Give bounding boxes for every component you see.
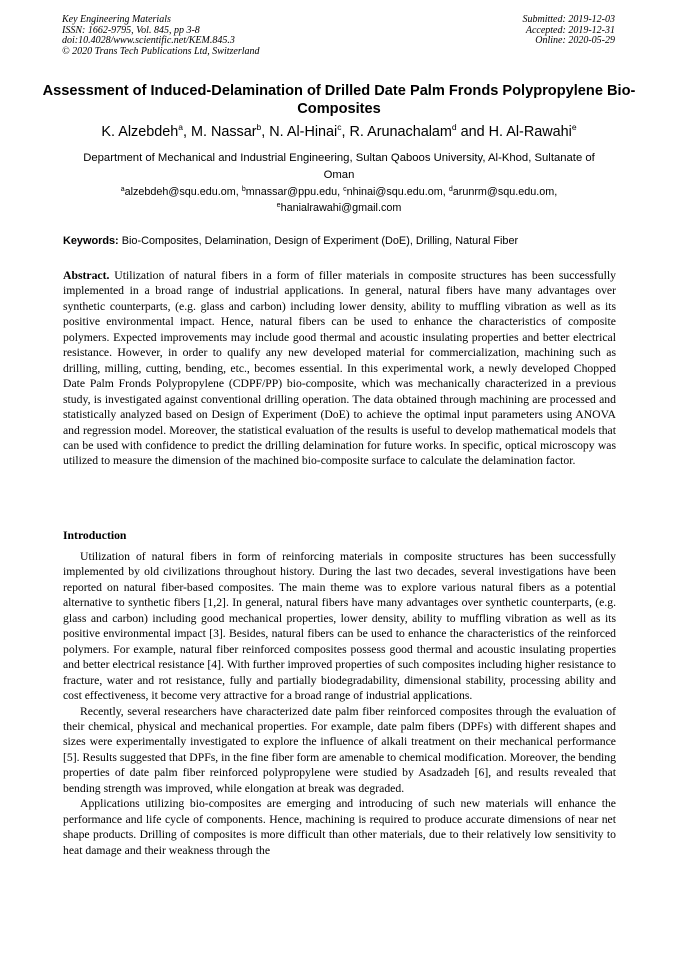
author-separator: ,	[182, 124, 191, 140]
introduction-body	[63, 549, 616, 858]
author	[489, 124, 577, 140]
author-sup: e	[571, 122, 577, 132]
paragraph: Utilization of natural fibers in form of reinforcing materials in composite structures has been successfully implemented by old civilizations throughout history. During the last two decades, several investigations have been reported on natural fiber-based composites. The main theme was to explore various natural fibers as a potential alternative to synthetic fibers [1,2]. In general, natural fibers have many advantages over synthetic counterparts, (e.g. glass and carbon) including good mechanical properties, lower density, ability to muffling vibration as well as its positive environmental impact [3]. Besides, natural fibers can be used to enhance the characteristics of the reinforced polymers. For example, natural fiber reinforced composites possess good thermal and acoustic insulating properties and better electrical resistance [4]. With further improved properties of such composites including higher resistance to fracture, water and rot resistance, fully and partially biodegradability, dimensional stability, processing ability and cost effectiveness, it become very attractive for a broad range of industrial applications.	[63, 550, 616, 703]
email-address: hanialrawahi@gmail.com	[280, 201, 402, 214]
author-sup: d	[451, 122, 457, 132]
author-separator: ,	[261, 124, 270, 140]
author-list	[40, 123, 638, 141]
keywords	[63, 234, 623, 249]
copyright-line: © 2020 Trans Tech Publications Ltd, Switzerland	[62, 45, 260, 57]
abstract-label: Abstract.	[63, 269, 110, 282]
email-address: arunrm@squ.edu.om,	[452, 186, 558, 198]
affiliation: Department of Mechanical and Industrial Engineering, Sultan Qaboos University, Al-Khod, Sultanate of Oman	[83, 152, 595, 181]
journal-name: Key Engineering Materials	[62, 14, 171, 25]
paragraph: Applications utilizing bio-composites are emerging and introducing of such new materials will enhance the performance and life cycle of components. Hence, machining is required to produce accurate dimensions of near net shape products. Drilling of composites is more difficult than other materials, due to their relatively low sensitivity to heat damage and their weakness through the	[63, 797, 616, 857]
accepted-date: Accepted: 2019-12-31	[525, 24, 615, 36]
paragraph: Recently, several researchers have characterized date palm fiber reinforced composites through the evaluation of their chemical, physical and mechanical properties. For example, date palm fibers (DPFs) with different shapes and sizes were experimentally investigated to explore the influence of alkali treatment on their mechanical performance [5]. Results suggested that DPFs, in the fine fiber form are amenable to chemical modification. Moreover, the bending properties of date palm fiber reinforced polypropylene were studied by Asadzadeh [6], and results revealed that bending strength was improved, while elongation at break was degraded.	[63, 704, 616, 795]
email-address: alzebdeh@squ.edu.om,	[124, 186, 242, 198]
keywords-text: Bio-Composites, Delamination, Design of Experiment (DoE), Drilling, Natural Fiber	[118, 235, 519, 247]
abstract	[63, 268, 616, 469]
email-list	[50, 185, 628, 216]
email-sup: a	[120, 186, 125, 193]
author-name: R. Arunachalam	[349, 124, 452, 140]
keywords-label: Keywords:	[63, 235, 119, 247]
author	[269, 124, 349, 140]
author	[350, 124, 489, 140]
email-sup: e	[276, 201, 281, 209]
author-separator: and	[456, 124, 489, 140]
submitted-date: Submitted: 2019-12-03	[522, 14, 615, 25]
publication-dates	[523, 15, 616, 47]
email-address: nhinai@squ.edu.om,	[346, 186, 449, 198]
email-address: mnassar@ppu.edu,	[245, 186, 344, 198]
online-date: Online: 2020-05-29	[535, 35, 615, 47]
author-name: N. Al-Hinai	[269, 124, 338, 140]
author-name: M. Nassar	[190, 124, 257, 140]
author-sup: b	[256, 122, 262, 132]
introduction-heading: Introduction	[63, 529, 127, 542]
issn-line: ISSN: 1662-9795, Vol. 845, pp 3-8	[62, 24, 200, 36]
author-name: K. Alzebdeh	[101, 124, 179, 140]
journal-info	[62, 15, 260, 57]
author	[101, 124, 191, 140]
author	[191, 124, 269, 140]
email-sup: b	[241, 186, 246, 193]
author-sup: a	[178, 122, 183, 132]
author-name: H. Al-Rawahi	[488, 124, 572, 140]
email-sup: c	[343, 186, 347, 193]
author-separator: ,	[341, 124, 350, 140]
paper-title: Assessment of Induced-Delamination of Drilled Date Palm Fronds Polypropylene Bio-Composites	[42, 83, 636, 117]
email-sup: d	[448, 186, 453, 193]
doi-line: doi:10.4028/www.scientific.net/KEM.845.3	[62, 35, 235, 47]
author-sup: c	[337, 122, 342, 132]
abstract-text: Utilization of natural fibers in a form of filler materials in composite structures has been successfully implemented in a broad range of industrial applications. In general, natural fibers have many advantages over synthetic counterparts, (e.g. glass and carbon) including lower density, ability to muffling vibration as well as its positive environmental impact. Hence, natural fibers can be used to enhance the characteristics of composite polymers. Expected improvements may include good thermal and acoustic insulating properties and better electrical resistance. However, in order to qualify any new developed material for commercialization, machining such as drilling, milling, cutting, bending, etc., becomes essential. In this experimental work, a newly developed Chopped Date Palm Fronds Polypropylene (CDPF/PP) bio-composite, which was mechanically characterized in a previous study, is investigated against conventional drilling operation. The data obtained through machining are processed and statistically analyzed based on Design of Experiment (DoE) to achieve the optimal input parameters using ANOVA and regression model. Moreover, the statistical evaluation of the results is useful to develop mathematical models that can be used with confidence to predict the drilling delamination for future works. In specific, optical microscopy was utilized to measure the dimension of the machined bio-composite surface to calculate the delamination factor.	[63, 269, 616, 468]
